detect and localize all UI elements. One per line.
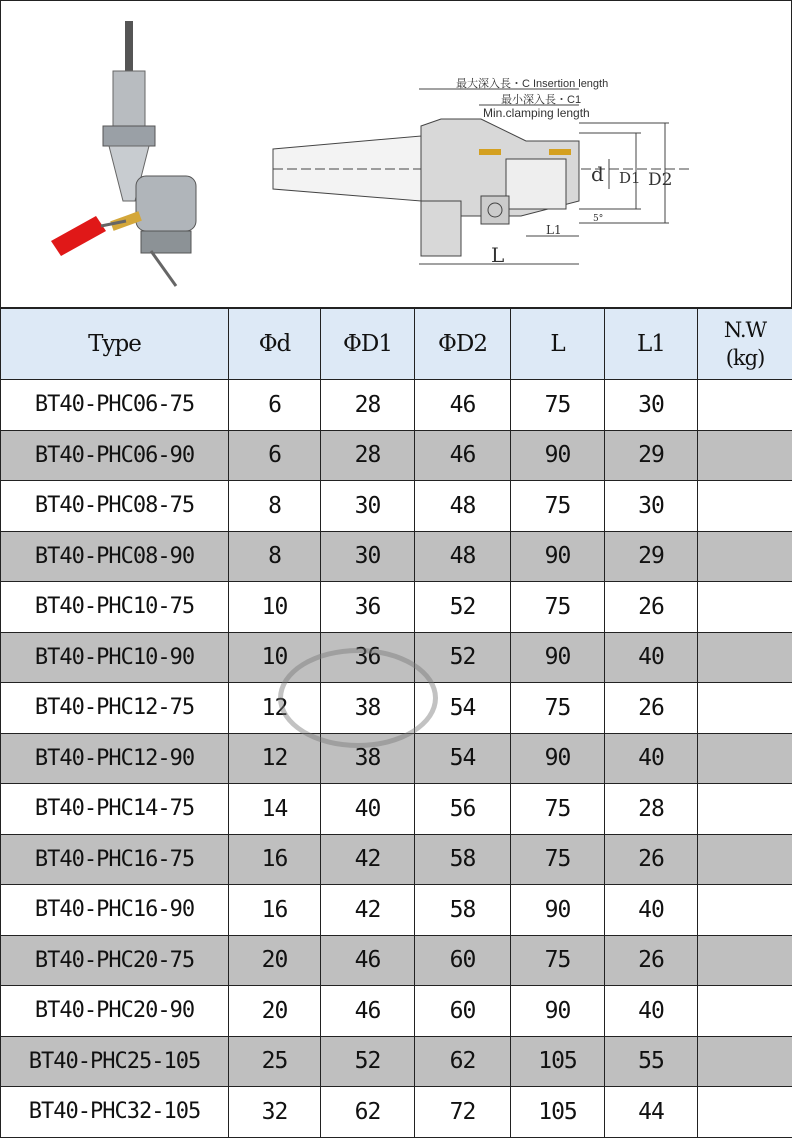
cell-type: BT40-PHC12-75 — [1, 683, 229, 734]
cell-d: 16 — [229, 885, 321, 936]
table-row — [1, 632, 792, 683]
col-weight — [698, 309, 792, 380]
cell-weight — [698, 834, 792, 885]
cell-weight — [698, 481, 792, 532]
cell-L: 90 — [511, 885, 605, 936]
angle-label: 5° — [593, 214, 604, 224]
cell-type: BT40-PHC20-75 — [1, 935, 229, 986]
cell-weight — [698, 632, 792, 683]
cell-L1: 26 — [605, 935, 698, 986]
cell-L: 75 — [511, 481, 605, 532]
table-row — [1, 481, 792, 532]
min-length-label-cn: 最小深入長・C1 — [501, 94, 582, 106]
spec-table — [0, 308, 792, 1138]
cell-L1: 40 — [605, 986, 698, 1037]
cell-L1: 29 — [605, 531, 698, 582]
cell-D2: 72 — [415, 1087, 511, 1138]
table-row — [1, 1087, 792, 1138]
table-row — [1, 885, 792, 936]
dim-L: L — [491, 243, 505, 267]
cell-weight — [698, 380, 792, 431]
cell-D1: 62 — [321, 1087, 415, 1138]
cell-type: BT40-PHC14-75 — [1, 784, 229, 835]
product-photo — [1, 1, 792, 309]
cell-type: BT40-PHC06-75 — [1, 380, 229, 431]
cell-D2: 52 — [415, 632, 511, 683]
header-row — [1, 309, 792, 380]
cell-D2: 60 — [415, 935, 511, 986]
cell-L: 75 — [511, 834, 605, 885]
cell-d: 8 — [229, 531, 321, 582]
cell-D1: 52 — [321, 1036, 415, 1087]
col-L: L — [511, 309, 605, 380]
cell-D2: 48 — [415, 531, 511, 582]
cell-d: 6 — [229, 380, 321, 431]
cell-d: 10 — [229, 582, 321, 633]
cell-L1: 26 — [605, 582, 698, 633]
insertion-length-label: 最大深入長・C Insertion length — [456, 78, 609, 90]
cell-weight — [698, 733, 792, 784]
cell-D2: 56 — [415, 784, 511, 835]
cell-L1: 30 — [605, 481, 698, 532]
cell-weight — [698, 1036, 792, 1087]
cell-D1: 38 — [321, 733, 415, 784]
cell-weight — [698, 885, 792, 936]
cell-L1: 26 — [605, 834, 698, 885]
min-length-label-en: Min.clamping length — [483, 106, 590, 120]
table-row — [1, 531, 792, 582]
cell-L1: 55 — [605, 1036, 698, 1087]
cell-weight — [698, 582, 792, 633]
cell-D2: 48 — [415, 481, 511, 532]
cell-D2: 52 — [415, 582, 511, 633]
cell-D1: 38 — [321, 683, 415, 734]
cell-d: 25 — [229, 1036, 321, 1087]
cell-d: 6 — [229, 430, 321, 481]
cell-D2: 54 — [415, 733, 511, 784]
cell-L: 75 — [511, 380, 605, 431]
cell-D1: 42 — [321, 834, 415, 885]
dim-d: d — [591, 162, 604, 186]
cell-L1: 40 — [605, 885, 698, 936]
weight-unit: (kg) — [725, 346, 765, 370]
cell-L: 90 — [511, 531, 605, 582]
cell-L: 75 — [511, 582, 605, 633]
dim-D1: D1 — [619, 169, 641, 187]
cell-D2: 54 — [415, 683, 511, 734]
cell-type: BT40-PHC16-75 — [1, 834, 229, 885]
weight-label: N.W — [723, 318, 767, 342]
cell-L: 105 — [511, 1036, 605, 1087]
table-row — [1, 430, 792, 481]
table-row — [1, 380, 792, 431]
cell-type: BT40-PHC32-105 — [1, 1087, 229, 1138]
col-type: Type — [1, 309, 229, 380]
cell-L1: 40 — [605, 632, 698, 683]
cell-type: BT40-PHC12-90 — [1, 733, 229, 784]
cell-D2: 46 — [415, 380, 511, 431]
cell-L: 75 — [511, 935, 605, 986]
cell-D1: 30 — [321, 531, 415, 582]
cell-D2: 60 — [415, 986, 511, 1037]
product-figure — [0, 0, 792, 308]
dim-L1: L1 — [546, 223, 562, 237]
cell-L: 90 — [511, 733, 605, 784]
col-L1: L1 — [605, 309, 698, 380]
cell-d: 20 — [229, 935, 321, 986]
cell-D2: 58 — [415, 885, 511, 936]
col-D1: ΦD1 — [321, 309, 415, 380]
col-D2: ΦD2 — [415, 309, 511, 380]
cell-D2: 58 — [415, 834, 511, 885]
cell-weight — [698, 1087, 792, 1138]
cell-d: 12 — [229, 683, 321, 734]
cell-type: BT40-PHC16-90 — [1, 885, 229, 936]
cell-L: 90 — [511, 632, 605, 683]
cell-D1: 42 — [321, 885, 415, 936]
cell-D1: 40 — [321, 784, 415, 835]
cell-D2: 62 — [415, 1036, 511, 1087]
cell-d: 12 — [229, 733, 321, 784]
cell-L1: 29 — [605, 430, 698, 481]
cell-D1: 46 — [321, 986, 415, 1037]
col-d: Φd — [229, 309, 321, 380]
cell-type: BT40-PHC08-90 — [1, 531, 229, 582]
cell-type: BT40-PHC10-90 — [1, 632, 229, 683]
cell-L: 90 — [511, 986, 605, 1037]
cell-d: 14 — [229, 784, 321, 835]
cell-weight — [698, 784, 792, 835]
table-row — [1, 834, 792, 885]
cell-L: 90 — [511, 430, 605, 481]
cell-D1: 36 — [321, 632, 415, 683]
cell-type: BT40-PHC20-90 — [1, 986, 229, 1037]
cell-D2: 46 — [415, 430, 511, 481]
cell-L1: 28 — [605, 784, 698, 835]
cell-L1: 30 — [605, 380, 698, 431]
cell-type: BT40-PHC10-75 — [1, 582, 229, 633]
cell-weight — [698, 683, 792, 734]
cell-L: 105 — [511, 1087, 605, 1138]
cell-type: BT40-PHC06-90 — [1, 430, 229, 481]
cell-D1: 28 — [321, 430, 415, 481]
cell-d: 10 — [229, 632, 321, 683]
cell-weight — [698, 531, 792, 582]
cell-L: 75 — [511, 784, 605, 835]
cell-weight — [698, 986, 792, 1037]
cell-D1: 30 — [321, 481, 415, 532]
table-row — [1, 986, 792, 1037]
cell-d: 20 — [229, 986, 321, 1037]
cell-weight — [698, 430, 792, 481]
cell-L1: 26 — [605, 683, 698, 734]
cell-d: 8 — [229, 481, 321, 532]
cell-d: 32 — [229, 1087, 321, 1138]
cell-type: BT40-PHC08-75 — [1, 481, 229, 532]
cell-L: 75 — [511, 683, 605, 734]
table-row — [1, 733, 792, 784]
cell-L1: 40 — [605, 733, 698, 784]
table-row — [1, 935, 792, 986]
cell-weight — [698, 935, 792, 986]
cell-D1: 46 — [321, 935, 415, 986]
table-row — [1, 784, 792, 835]
dim-D2: D2 — [648, 170, 673, 190]
table-row — [1, 582, 792, 633]
cell-L1: 44 — [605, 1087, 698, 1138]
table-row — [1, 1036, 792, 1087]
cell-D1: 36 — [321, 582, 415, 633]
cell-type: BT40-PHC25-105 — [1, 1036, 229, 1087]
table-row — [1, 683, 792, 734]
cell-d: 16 — [229, 834, 321, 885]
cell-D1: 28 — [321, 380, 415, 431]
